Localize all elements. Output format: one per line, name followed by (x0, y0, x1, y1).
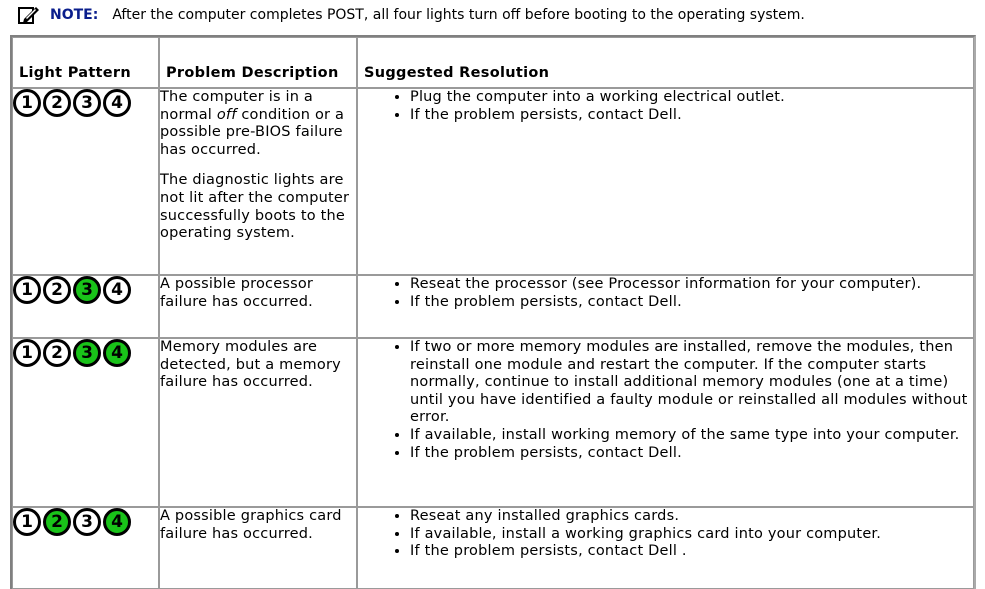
diagnostic-light-4-off-icon: 4 (103, 89, 131, 117)
diagnostic-light-2-off-icon: 2 (43, 89, 71, 117)
header-suggested-resolution: Suggested Resolution (357, 37, 974, 88)
problem-description-cell (159, 338, 357, 507)
resolution-list-item: • Plug the computer into a working electrical outlet. (410, 89, 973, 107)
suggested-resolution-cell (357, 275, 974, 338)
resolution-list (358, 339, 973, 462)
description-segment: The computer is in a normal (160, 89, 314, 123)
problem-description-text: The diagnostic lights are not lit after the computer successfully boots to the operating system. (160, 172, 350, 242)
pencil-note-icon (18, 5, 40, 25)
suggested-resolution-cell (357, 507, 974, 589)
resolution-list (358, 276, 973, 311)
diagnostic-light-4-off-icon: 4 (103, 276, 131, 304)
suggested-resolution-cell (357, 338, 974, 507)
diagnostic-light-1-off-icon: 1 (13, 276, 41, 304)
diagnostic-light-4-on-icon: 4 (103, 508, 131, 536)
table-row (12, 507, 974, 589)
light-pattern-cell (12, 338, 159, 507)
light-pattern (13, 339, 158, 367)
diagnostic-light-4-on-icon: 4 (103, 339, 131, 367)
diagnostic-light-3-on-icon: 3 (73, 339, 101, 367)
note-banner (18, 4, 805, 26)
resolution-list-item: • If available, install working memory of the same type into your computer. (410, 427, 973, 445)
light-pattern (13, 508, 158, 536)
resolution-list (358, 89, 973, 124)
note-label: NOTE: (50, 7, 99, 23)
table-row (12, 338, 974, 507)
resolution-list (358, 508, 973, 561)
table-row (12, 88, 974, 275)
resolution-list-item: • If available, install a working graphics card into your computer. (410, 526, 973, 544)
problem-description-cell (159, 275, 357, 338)
diagnostic-lights-table (10, 35, 976, 589)
resolution-list-item: • If the problem persists, contact Dell. (410, 107, 973, 125)
table-row (12, 275, 974, 338)
note-text: After the computer completes POST, all four lights turn off before booting to the operating system. (112, 7, 805, 23)
problem-description-text: A possible processor failure has occurred. (160, 276, 314, 310)
suggested-resolution-cell (357, 88, 974, 275)
problem-description-cell (159, 88, 357, 275)
diagnostic-light-3-off-icon: 3 (73, 508, 101, 536)
light-pattern (13, 89, 158, 117)
header-problem-description: Problem Description (159, 37, 357, 88)
resolution-list-item: • Reseat the processor (see Processor information for your computer). (410, 276, 973, 294)
problem-description-text: A possible graphics card failure has occurred. (160, 508, 342, 542)
light-pattern-cell (12, 88, 159, 275)
diagnostic-light-3-off-icon: 3 (73, 89, 101, 117)
diagnostic-light-1-off-icon: 1 (13, 339, 41, 367)
emphasis-text: off (216, 106, 237, 123)
light-pattern-cell (12, 275, 159, 338)
light-pattern (13, 276, 158, 304)
light-pattern-cell (12, 507, 159, 589)
description-segment: condition or a possible pre-BIOS failure has occurred. (160, 106, 345, 158)
diagnostic-light-2-off-icon: 2 (43, 276, 71, 304)
problem-description-text: Memory modules are detected, but a memory failure has occurred. (160, 339, 341, 391)
resolution-list-item: • If the problem persists, contact Dell. (410, 445, 973, 463)
resolution-list-item: • Reseat any installed graphics cards. (410, 508, 973, 526)
diagnostic-light-1-off-icon: 1 (13, 89, 41, 117)
diagnostic-light-1-off-icon: 1 (13, 508, 41, 536)
diagnostic-light-2-off-icon: 2 (43, 339, 71, 367)
table-header-row (12, 37, 974, 88)
problem-description-text (160, 89, 356, 159)
resolution-list-item: • If two or more memory modules are installed, remove the modules, then reinstall one module and restart the computer. If the computer starts normally, continue to install additional memory modules (one at a time) until you have identified a faulty module or reinstalled all modules without error. (410, 339, 973, 427)
problem-description-cell (159, 507, 357, 589)
resolution-list-item: • If the problem persists, contact Dell. (410, 294, 973, 312)
diagnostic-light-3-on-icon: 3 (73, 276, 101, 304)
resolution-list-item: • If the problem persists, contact Dell . (410, 543, 973, 561)
header-light-pattern: Light Pattern (12, 37, 159, 88)
diagnostic-light-2-on-icon: 2 (43, 508, 71, 536)
